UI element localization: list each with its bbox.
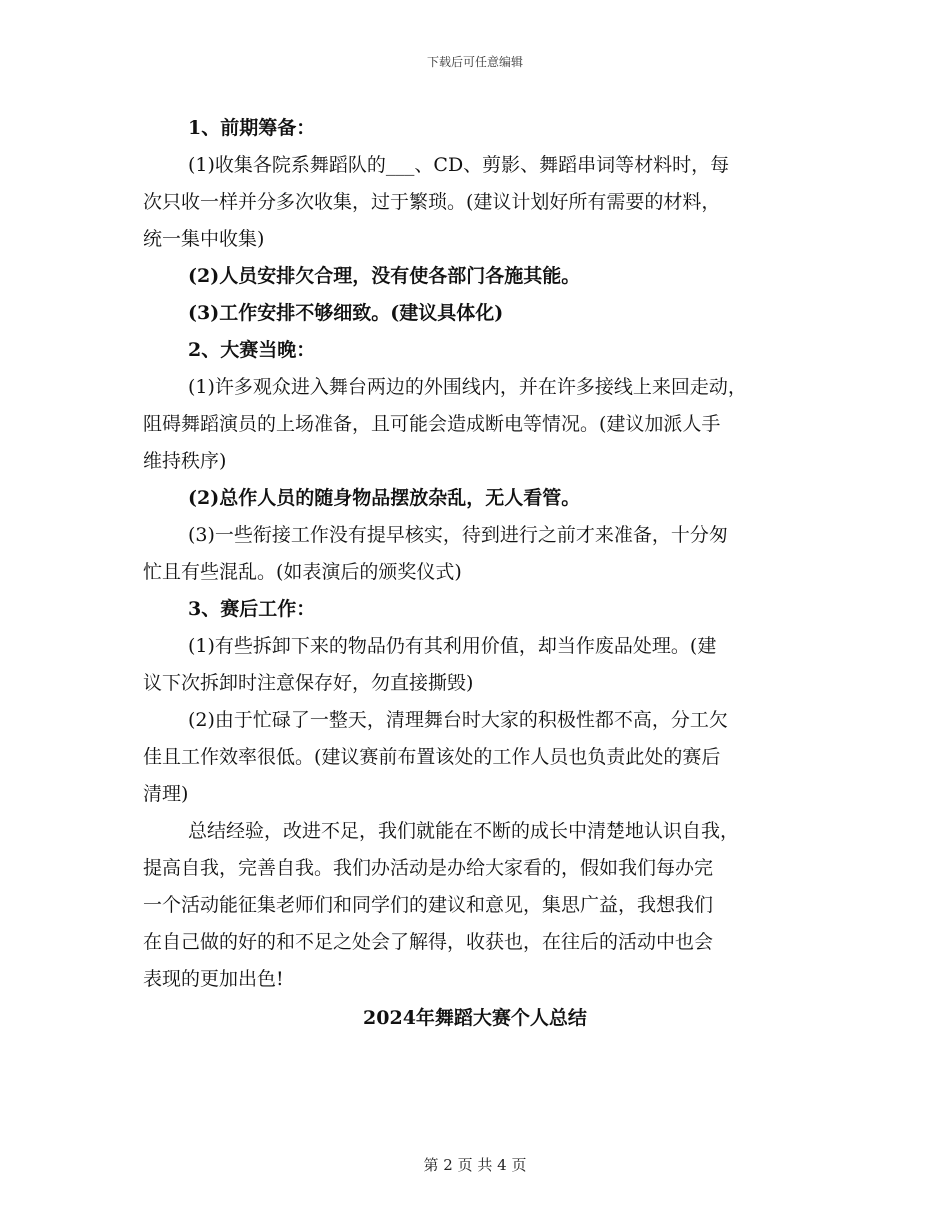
paragraph-line: 维持秩序) xyxy=(143,450,227,472)
summary-line: 提高自我，完善自我。我们办活动是办给大家看的，假如我们每办完 xyxy=(143,857,714,879)
paragraph-line: (2)由于忙碌了一整天，清理舞台时大家的积极性都不高，分工欠 xyxy=(188,709,728,731)
paragraph-line: (1)有些拆卸下来的物品仍有其利用价值，却当作废品处理。(建 xyxy=(188,635,717,657)
section-heading: 3、赛后工作： xyxy=(188,598,316,620)
paragraph-line: 统一集中收集) xyxy=(143,228,265,250)
bold-point: (2)总作人员的随身物品摆放杂乱，无人看管。 xyxy=(188,487,581,509)
page-number: 第 2 页 共 4 页 xyxy=(423,1156,527,1174)
paragraph-line: 忙且有些混乱。(如表演后的颁奖仪式) xyxy=(143,561,462,583)
document-body xyxy=(143,110,808,998)
summary-line: 总结经验，改进不足，我们就能在不断的成长中清楚地认识自我， xyxy=(188,820,740,842)
summary-line: 表现的更加出色! xyxy=(143,968,284,990)
next-document-title: 2024年舞蹈大赛个人总结 xyxy=(363,1007,587,1029)
paragraph-line: 次只收一样并分多次收集，过于繁琐。(建议计划好所有需要的材料， xyxy=(143,191,721,213)
paragraph-line: (1)收集各院系舞蹈队的___、CD、剪影、舞蹈串词等材料时，每 xyxy=(188,154,730,176)
paragraph-line: (1)许多观众进入舞台两边的外围线内，并在许多接线上来回走动， xyxy=(188,376,747,398)
bold-point: (2)人员安排欠合理，没有使各部门各施其能。 xyxy=(188,265,581,287)
paragraph-line: 佳且工作效率很低。(建议赛前布置该处的工作人员也负责此处的赛后 xyxy=(143,746,721,768)
summary-line: 在自己做的好的和不足之处会了解得，收获也，在往后的活动中也会 xyxy=(143,931,714,953)
paragraph-line: 清理) xyxy=(143,783,189,805)
paragraph-line: 议下次拆卸时注意保存好，勿直接撕毁) xyxy=(143,672,474,694)
section-heading: 2、大赛当晚： xyxy=(188,339,316,361)
page-header-note: 下载后可任意编辑 xyxy=(426,55,523,69)
paragraph-line: 阻碍舞蹈演员的上场准备，且可能会造成断电等情况。(建议加派人手 xyxy=(143,413,721,435)
summary-line: 一个活动能征集老师们和同学们的建议和意见，集思广益，我想我们 xyxy=(143,894,714,916)
section-heading: 1、前期筹备： xyxy=(188,117,316,139)
bold-point: (3)工作安排不够细致。(建议具体化) xyxy=(188,302,504,324)
paragraph-line: (3)一些衔接工作没有提早核实，待到进行之前才来准备，十分匆 xyxy=(188,524,728,546)
